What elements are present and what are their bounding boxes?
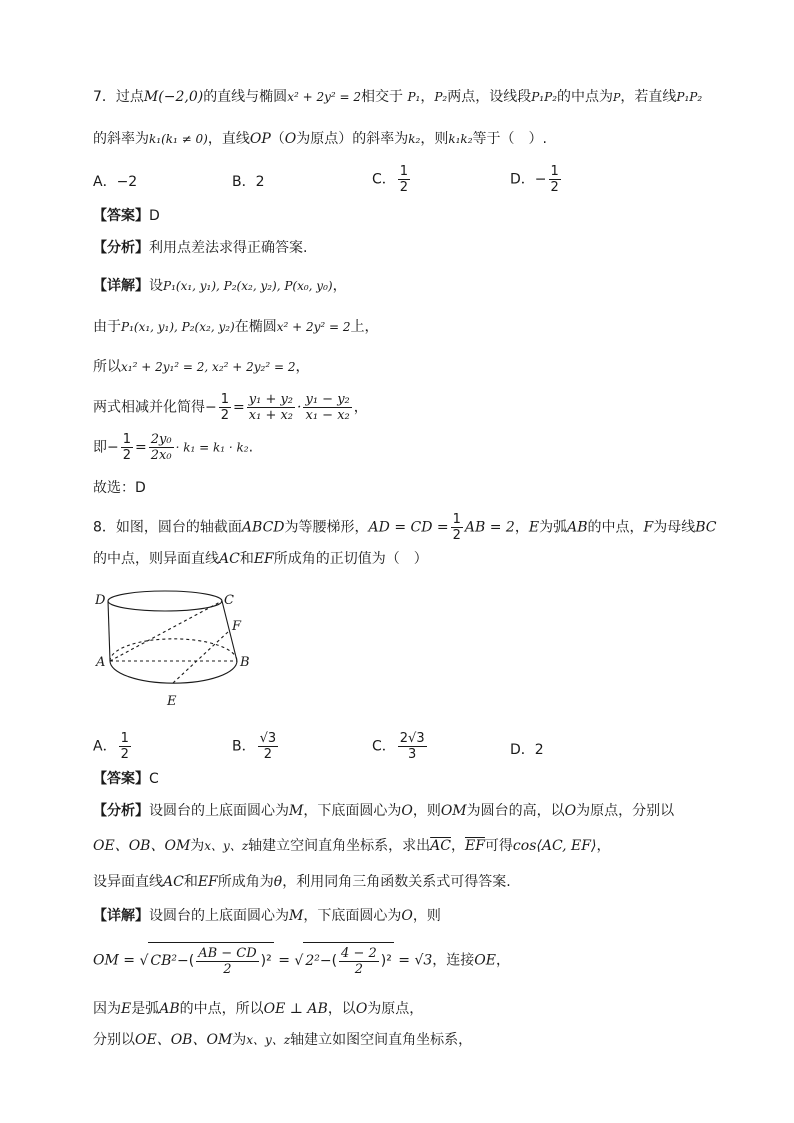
analysis-text: ，下底面圆心为: [303, 803, 402, 819]
denominator: 2: [399, 180, 409, 195]
numerator: 1: [120, 731, 129, 746]
denominator: 3: [408, 747, 417, 762]
fraction: [339, 946, 379, 977]
q8-option-a: [93, 731, 133, 762]
numerator: 2√3: [399, 731, 425, 746]
q7-option-a: A．−2: [93, 174, 138, 190]
q8-analysis-line3: [93, 872, 511, 892]
detail-text: 为原点，: [367, 1001, 424, 1017]
q7-answer: [93, 206, 160, 226]
analysis-text: 所成角为: [217, 874, 274, 890]
analysis-math: O: [401, 803, 413, 819]
q8-detail-line4: [93, 1030, 472, 1050]
q7-text: （: [270, 131, 285, 147]
fraction: [219, 392, 231, 423]
q7-math: P: [613, 91, 621, 104]
detail-math: x² + 2y² = 2: [276, 320, 351, 334]
q8-text: 为母线: [653, 519, 696, 536]
q7-option-d: [510, 164, 563, 195]
detail-text: ，: [353, 399, 368, 416]
detail-math: ·: [297, 399, 302, 416]
detail-math: OM =: [93, 952, 135, 969]
option-label: D．−: [510, 171, 547, 188]
detail-math: −: [107, 439, 119, 456]
fraction: [196, 946, 258, 977]
detail-text: 上，: [350, 319, 379, 335]
analysis-math: cos⟨AC, EF⟩: [512, 838, 597, 854]
label-c: C: [224, 593, 234, 608]
q8-answer: [93, 769, 159, 789]
q8-detail-line3: [93, 999, 423, 1019]
frustum-figure: [95, 588, 265, 713]
q8-math: E: [528, 519, 540, 536]
analysis-text: 设圆台的上底面圆心为: [149, 803, 289, 819]
analysis-tag: 【分析】: [93, 803, 149, 819]
detail-text: 两式相减并化简得: [93, 399, 205, 416]
denominator: 2: [354, 961, 364, 977]
numerator: √3: [259, 731, 277, 746]
option-label: C．: [372, 738, 396, 755]
numerator: y₁ + y₂: [248, 392, 294, 407]
analysis-math: x、y、z: [204, 839, 249, 853]
q7-math: k₂: [408, 132, 421, 146]
q8-option-b: [232, 731, 280, 762]
detail-text: 的中点，所以: [179, 1001, 264, 1017]
q7-math: (−2,0): [158, 89, 204, 105]
detail-math: CB²: [150, 953, 177, 969]
top-base-ellipse: [108, 591, 222, 611]
detail-math: · k₁ = k₁ · k₂: [175, 440, 249, 455]
detail-text: 即: [93, 439, 107, 456]
q7-analysis: [93, 238, 307, 258]
q8-stem-line1: [93, 512, 716, 543]
q7-text: ，则: [420, 131, 449, 147]
detail-math: x、y、z: [246, 1033, 291, 1047]
detail-math: AB: [159, 1001, 180, 1017]
denominator: x₁ + x₂: [248, 408, 294, 423]
detail-math: −: [177, 953, 189, 969]
answer-value: D: [149, 208, 160, 224]
analysis-text: 为原点，分别以: [576, 803, 675, 819]
q7-math: P₁: [407, 90, 421, 104]
detail-text: 设圆台的上底面圆心为: [149, 908, 289, 924]
fraction: [119, 731, 131, 762]
detail-text: 因为: [93, 1001, 121, 1017]
detail-math: =: [278, 952, 290, 969]
fraction: [303, 392, 351, 423]
analysis-text: ，: [450, 838, 465, 854]
denominator: 2: [550, 180, 559, 195]
fraction: [451, 512, 463, 543]
answer-tag: 【答案】: [93, 771, 149, 787]
q7-text: 相交于: [361, 89, 403, 105]
generatrix-ad: [108, 601, 110, 661]
numerator: 1: [220, 392, 230, 407]
analysis-math: EF: [197, 874, 218, 890]
detail-tag: 【详解】: [93, 908, 149, 924]
detail-text: 在椭圆: [234, 319, 277, 335]
q7-stem-line2: [93, 129, 547, 149]
fraction: [258, 731, 279, 762]
q8-text: ，: [514, 519, 529, 536]
label-b: B: [240, 655, 250, 670]
fraction: [549, 164, 561, 195]
q8-math: BC: [695, 519, 717, 536]
q8-text: 为弧: [539, 519, 568, 536]
numerator: y₁ − y₂: [305, 392, 350, 407]
detail-math: x₁² + 2y₁² = 2, x₂² + 2y₂² = 2: [121, 360, 296, 374]
q7-math: P₂: [434, 90, 448, 104]
q8-stem-line2: [93, 549, 428, 569]
q8-option-d: D．2: [510, 742, 544, 758]
q7-math: P₁P₂: [676, 90, 703, 104]
detail-text: 所以: [93, 359, 121, 375]
detail-text: ，连接: [432, 952, 475, 969]
detail-text: 是弧: [131, 1001, 160, 1017]
analysis-math: $\overline{AC}$: [430, 838, 451, 854]
q7-text: 的直线与椭圆: [203, 89, 288, 105]
analysis-math: M: [289, 803, 304, 819]
detail-math: =: [233, 399, 245, 416]
q7-detail-line4: [93, 392, 368, 423]
q7-text: 等于（ ）.: [472, 131, 547, 147]
fraction: [398, 164, 410, 195]
answer-value: C: [149, 771, 159, 787]
q8-math: AB: [567, 519, 588, 536]
detail-text: 由于: [93, 319, 121, 335]
analysis-text: ，: [596, 838, 611, 854]
q8-math: AC: [219, 551, 240, 567]
fraction: [149, 432, 174, 463]
q8-math: F: [643, 519, 654, 536]
q8-text: 的中点，: [587, 519, 644, 536]
detail-text: ，: [332, 278, 347, 294]
analysis-text: 利用点差法求得正确答案.: [149, 240, 308, 256]
denominator: 2x₀: [150, 448, 172, 463]
q8-option-c: [372, 731, 429, 762]
q7-detail-line5: [93, 432, 253, 463]
q7-math: k₁k₂: [448, 132, 473, 146]
analysis-math: OE、OB、OM: [93, 838, 191, 854]
q7-detail-line1: [93, 276, 347, 296]
q8-analysis-line2: [93, 836, 610, 856]
q7-text: 的中点为: [557, 89, 614, 105]
q8-math: AD = CD =: [368, 519, 449, 536]
q8-math: ABCD: [241, 519, 285, 536]
detail-text: .: [248, 439, 254, 456]
q7-detail-line2: [93, 317, 379, 337]
detail-math: OE ⊥ AB: [263, 1001, 328, 1017]
q7-option-c: [372, 164, 412, 195]
q7-detail-line3: [93, 357, 309, 377]
analysis-text: 为圆台的高，以: [466, 803, 565, 819]
detail-math: 2²: [305, 953, 320, 969]
q7-math: OP: [249, 131, 271, 147]
analysis-math: AC: [163, 874, 184, 890]
q7-math: M: [143, 89, 159, 105]
q8-detail-line2: [93, 942, 510, 979]
fraction: [398, 731, 427, 762]
q7-text: ，直线: [207, 131, 250, 147]
detail-math: P₁(x₁, y₁), P₂(x₂, y₂), P(x₀, y₀): [163, 279, 333, 293]
q7-text: 为原点）的斜率为: [296, 131, 409, 147]
detail-text: 分别以: [93, 1032, 135, 1048]
sqrt-expression: √ 2²−( $\frac{4 - 2}{2}$ )²: [294, 942, 393, 979]
detail-math: OE: [474, 952, 496, 969]
denominator: 2: [452, 528, 461, 543]
detail-text: ，则: [412, 908, 441, 924]
detail-math: −: [319, 953, 332, 969]
fraction: [121, 432, 133, 463]
q7-stem-line1: 7．过点M(−2,0)的直线与椭圆x² + 2y² = 2相交于 P₁，P₂两点，设线段P₁P₂的中点为P，若直线P₁P₂: [93, 89, 703, 105]
q8-text: 为等腰梯形，: [284, 519, 369, 536]
detail-math: =: [135, 439, 147, 456]
analysis-text: ，利用同角三角函数关系式可得答案.: [282, 874, 511, 890]
detail-math: M: [289, 908, 304, 924]
q8-detail-line1: [93, 906, 441, 926]
detail-math: = √3: [398, 952, 433, 969]
bottom-base-back-arc: [110, 639, 237, 661]
q7-math: O: [284, 131, 297, 147]
analysis-math: OM: [440, 803, 467, 819]
denominator: x₁ − x₂: [305, 408, 350, 423]
detail-text: 设: [149, 278, 163, 294]
analysis-text: 为: [190, 838, 205, 854]
analysis-math: $\overline{EF}$: [464, 838, 485, 854]
q8-math: AB = 2: [464, 519, 515, 536]
detail-text: 轴建立如图空间直角坐标系，: [290, 1032, 473, 1048]
q8-math: EF: [253, 551, 274, 567]
sqrt-expression: √ CB²−( $\frac{AB - CD}{2}$ )²: [139, 942, 273, 979]
q7-math: x² + 2y² = 2: [287, 90, 361, 104]
label-a: A: [96, 655, 106, 670]
detail-math: P₁(x₁, y₁), P₂(x₂, y₂): [121, 320, 235, 334]
detail-text: ，以: [327, 1001, 356, 1017]
q7-text: 的斜率为: [93, 131, 149, 147]
analysis-math: O: [564, 803, 577, 819]
option-label: A．: [93, 738, 117, 755]
numerator: 1: [122, 432, 132, 447]
q7-text: 7．过点: [93, 89, 144, 105]
analysis-text: 可得: [484, 838, 513, 854]
q7-option-b: B．2: [232, 174, 265, 190]
detail-math: E: [121, 1001, 132, 1017]
label-f: F: [232, 619, 242, 634]
detail-tag: 【详解】: [93, 278, 149, 294]
denominator: 2: [120, 747, 129, 762]
q8-text: 的中点，则异面直线: [93, 551, 219, 567]
q8-text: 所成角的正切值为（ ）: [273, 551, 428, 567]
q7-text: 两点，设线段: [447, 89, 532, 105]
numerator: 1: [399, 164, 409, 179]
numerator: 4 − 2: [341, 945, 377, 961]
analysis-text: 设异面直线: [93, 874, 163, 890]
analysis-text: 轴建立空间直角坐标系，求出: [248, 838, 431, 854]
analysis-text: ，则: [412, 803, 441, 819]
fraction: [247, 392, 295, 423]
option-label: C．: [372, 171, 396, 188]
detail-math: OE、OB、OM: [135, 1032, 233, 1048]
detail-text: ，: [295, 359, 310, 375]
q7-math: P₁P₂: [531, 90, 558, 104]
denominator: 2: [122, 448, 132, 463]
q8-text: 8．如图，圆台的轴截面: [93, 519, 242, 536]
q8-analysis-line1: [93, 801, 674, 821]
segment-ac: [110, 601, 222, 661]
detail-text: ，: [496, 952, 510, 969]
detail-math: O: [401, 908, 413, 924]
analysis-text: 和: [183, 874, 198, 890]
numerator: 1: [452, 512, 461, 527]
q7-math: k₁(k₁ ≠ 0): [149, 132, 208, 146]
q8-text: 和: [239, 551, 254, 567]
detail-math: −: [205, 399, 217, 416]
q7-choose: 故选：D: [93, 480, 146, 496]
denominator: 2: [220, 408, 230, 423]
numerator: 1: [550, 164, 559, 179]
analysis-tag: 【分析】: [93, 240, 149, 256]
answer-tag: 【答案】: [93, 208, 149, 224]
numerator: AB − CD: [198, 945, 257, 961]
detail-text: ，下底面圆心为: [303, 908, 402, 924]
detail-text: 为: [232, 1032, 247, 1048]
label-d: D: [95, 593, 106, 608]
detail-math: O: [355, 1001, 368, 1017]
bottom-base-front-arc: [110, 661, 237, 683]
numerator: 2y₀: [150, 432, 172, 447]
denominator: 2: [223, 961, 232, 977]
analysis-math: θ: [273, 874, 283, 890]
label-e: E: [167, 694, 177, 709]
option-label: B．: [232, 738, 256, 755]
denominator: 2: [263, 747, 273, 762]
q7-text: ，若直线: [620, 89, 677, 105]
